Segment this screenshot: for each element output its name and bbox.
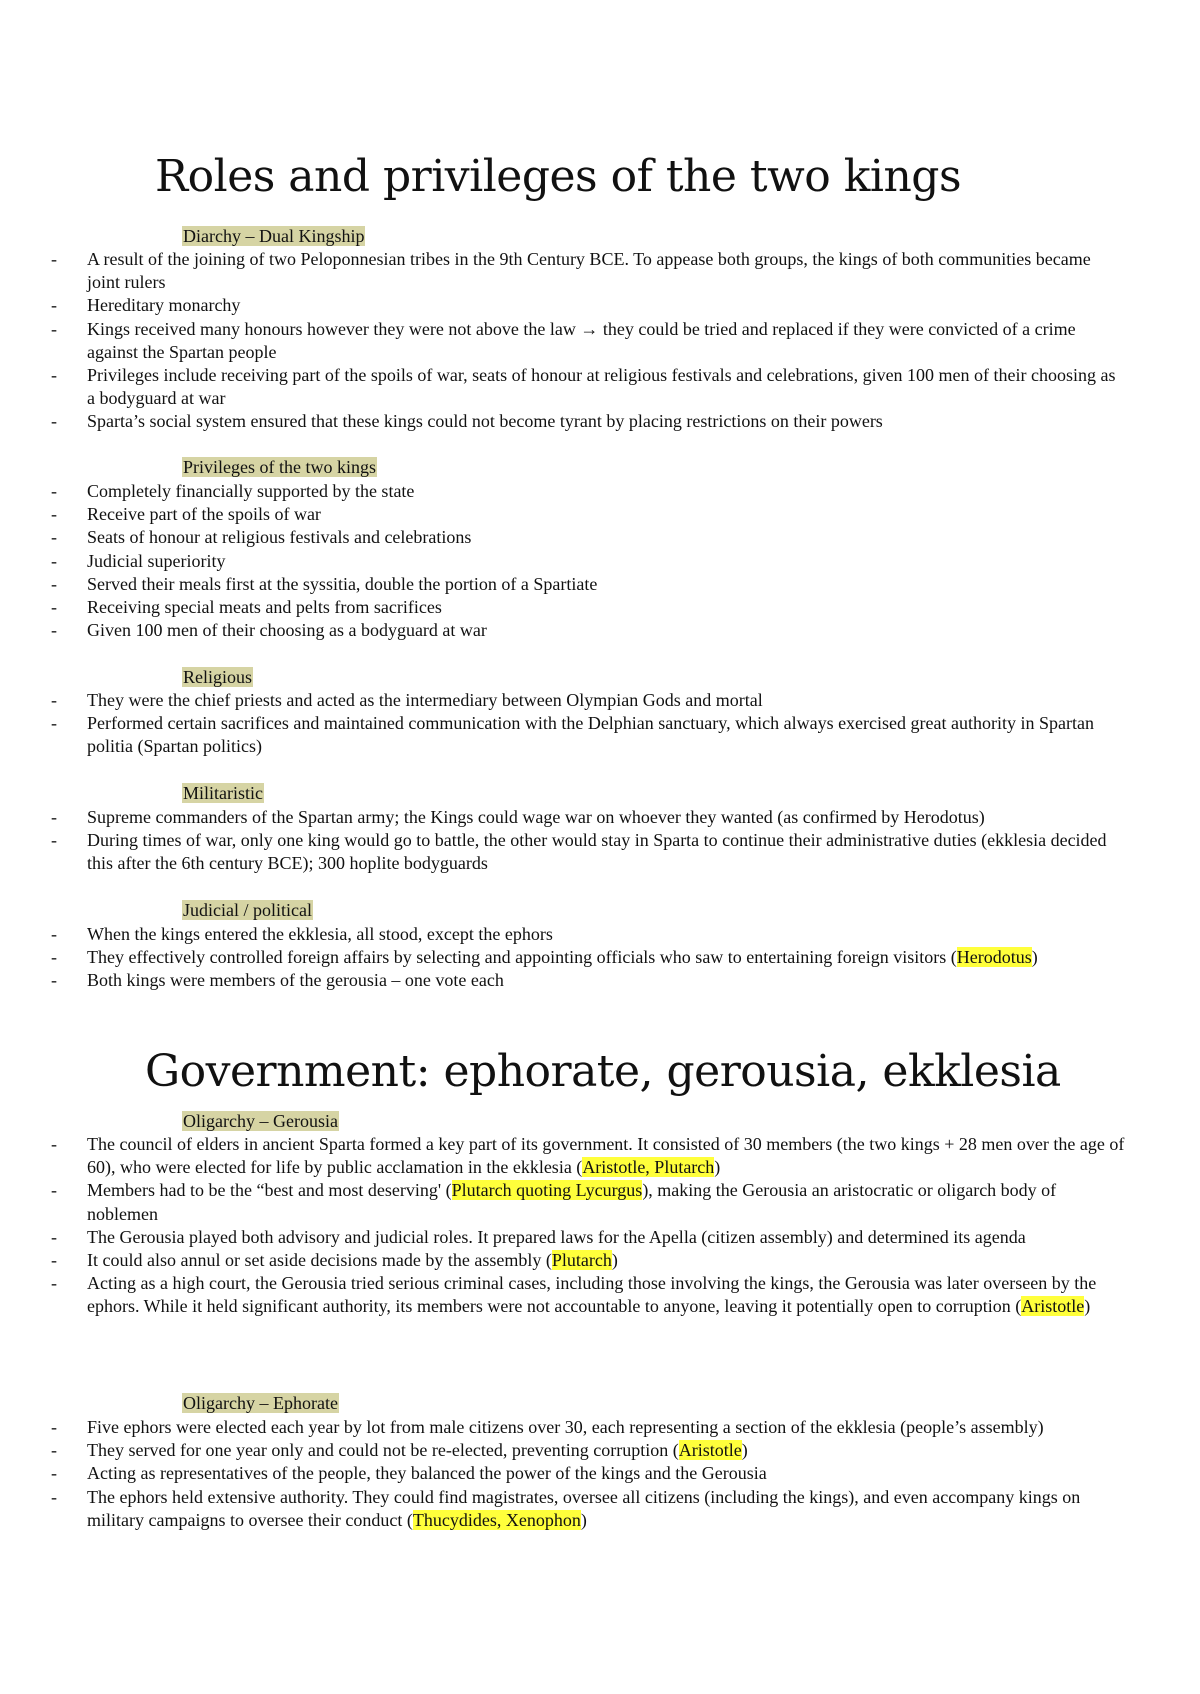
subsection-heading: Diarchy – Dual Kingship (183, 226, 365, 246)
item-text: They served for one year only and could not be re-elected, preventing corruption ( (87, 1440, 679, 1461)
bullet-list (0, 689, 1200, 759)
item-text: When the kings entered the ekklesia, all stood, except the ephors (87, 924, 553, 944)
list-item (0, 526, 1127, 549)
list-item (0, 619, 1127, 642)
subsection-heading: Militaristic (183, 783, 263, 803)
list-item (0, 410, 1127, 433)
item-text: The council of elders in ancient Sparta formed a key part of its government. It consisted of 30 members (the two kings + 28 men over the age of 60), who were elected for life by public acclamation in the ekklesia ( (87, 1134, 1125, 1178)
list-item (0, 364, 1127, 410)
citation-highlight: Aristotle (678, 1440, 742, 1461)
item-text: ) (741, 1440, 748, 1461)
list-item (0, 294, 1127, 317)
item-text: Judicial superiority (87, 550, 226, 571)
list-item (0, 1179, 1127, 1225)
item-text: Performed certain sacrifices and maintained communication with the Delphian sanctuary, which always exercised great authority in Spartan politia (Spartan politics) (87, 713, 1094, 757)
item-text: A result of the joining of two Peloponnesian tribes in the 9th Century BCE. To appease both groups, the kings of both communities became joint rulers (87, 249, 1091, 293)
item-text: Five ephors were elected each year by lot from male citizens over 30, each representing a section of the ekklesia (people’s assembly) (87, 1417, 1044, 1437)
item-text: Completely financially supported by the state (87, 481, 415, 501)
item-text: Seats of honour at religious festivals and celebrations (87, 527, 472, 548)
item-text: They were the chief priests and acted as the intermediary between Olympian Gods and mortal (87, 690, 763, 710)
section-title: Roles and privileges of the two kings (155, 151, 962, 202)
bullet-list (0, 923, 1200, 993)
item-text: Receive part of the spoils of war (87, 504, 321, 525)
item-text: It could also annul or set aside decisions made by the assembly ( (87, 1250, 552, 1271)
list-item (0, 248, 1127, 294)
section-title: Government: ephorate, gerousia, ekklesia (145, 1046, 1061, 1097)
bullet-list (0, 248, 1200, 434)
subsection-heading: Oligarchy – Ephorate (183, 1393, 338, 1413)
list-item (0, 1226, 1127, 1249)
list-item (0, 1439, 1127, 1462)
list-item (0, 946, 1127, 969)
item-text: Sparta’s social system ensured that these kings could not become tyrant by placing restrictions on their powers (87, 411, 883, 432)
citation-highlight: Aristotle, Plutarch (582, 1157, 715, 1178)
item-text: ) (1031, 947, 1038, 968)
list-item (0, 573, 1127, 596)
bullet-list (0, 1416, 1200, 1532)
list-item (0, 829, 1127, 875)
list-item (0, 1486, 1127, 1532)
citation-highlight: Thucydides, Xenophon (412, 1509, 581, 1530)
list-item (0, 550, 1127, 573)
item-text: Supreme commanders of the Spartan army; the Kings could wage war on whoever they wanted (as confirmed by Herodotus) (87, 807, 985, 827)
item-text: Privileges include receiving part of the spoils of war, seats of honour at religious festivals and celebrations, given 100 men of their choosing as a bodyguard at war (87, 365, 1116, 409)
item-text: Acting as representatives of the people, they balanced the power of the kings and the Gerousia (87, 1463, 767, 1484)
list-item (0, 1133, 1127, 1179)
subsection-heading: Religious (183, 667, 253, 687)
item-text: Acting as a high court, the Gerousia tried serious criminal cases, including those involving the kings, the Gerousia was later overseen by the ephors. While it held significant authority, its members were not accountable to anyone, leaving it potentially open to corruption ( (87, 1273, 1097, 1317)
item-text: Kings received many honours however they were not above the law → they could be tried and replaced if they were convicted of a crime against the Spartan people (87, 318, 1076, 362)
item-text: Receiving special meats and pelts from sacrifices (87, 597, 442, 618)
list-item (0, 1462, 1127, 1485)
list-item (0, 689, 1127, 712)
list-item (0, 969, 1127, 992)
item-text: The ephors held extensive authority. They could find magistrates, oversee all citizens (including the kings), and even accompany kings on military campaigns to oversee their conduct ( (87, 1486, 1081, 1530)
item-text: During times of war, only one king would go to battle, the other would stay in Sparta to continue their administrative duties (ekklesia decided this after the 6th century BCE); 300 hoplite bodyguards (87, 830, 1107, 874)
list-item (0, 806, 1127, 829)
list-item (0, 596, 1127, 619)
item-text: ) (714, 1157, 721, 1178)
item-text: Given 100 men of their choosing as a bodyguard at war (87, 620, 487, 641)
list-item (0, 1272, 1127, 1318)
citation-highlight: Plutarch quoting Lycurgus (451, 1180, 643, 1201)
list-item (0, 1416, 1127, 1439)
item-text: Both kings were members of the gerousia – one vote each (87, 970, 504, 991)
citation-highlight: Herodotus (956, 947, 1032, 968)
bullet-list (0, 480, 1200, 642)
subsection-heading: Oligarchy – Gerousia (183, 1111, 338, 1131)
item-text: ) (611, 1250, 618, 1271)
item-text: Served their meals first at the syssitia, double the portion of a Spartiate (87, 573, 598, 594)
citation-highlight: Aristotle (1021, 1296, 1085, 1317)
list-item (0, 318, 1127, 364)
list-item (0, 923, 1127, 946)
item-text: Members had to be the “best and most deserving' ( (87, 1180, 452, 1201)
item-text: They effectively controlled foreign affairs by selecting and appointing officials who saw to entertaining foreign visitors ( (87, 947, 957, 968)
item-text: ) (1084, 1296, 1091, 1317)
list-item (0, 1249, 1127, 1272)
item-text: ), making the Gerousia an aristocratic or oligarch body of noblemen (87, 1180, 1057, 1224)
item-text: Hereditary monarchy (87, 295, 241, 316)
citation-highlight: Plutarch (551, 1250, 612, 1271)
item-text: ) (580, 1509, 587, 1530)
bullet-list (0, 806, 1200, 876)
list-item (0, 480, 1127, 503)
list-item (0, 503, 1127, 526)
subsection-heading: Judicial / political (183, 900, 312, 920)
list-item (0, 712, 1127, 758)
subsection-heading: Privileges of the two kings (183, 457, 376, 477)
item-text: The Gerousia played both advisory and judicial roles. It prepared laws for the Apella (citizen assembly) and determined its agenda (87, 1226, 1026, 1247)
bullet-list (0, 1133, 1200, 1319)
